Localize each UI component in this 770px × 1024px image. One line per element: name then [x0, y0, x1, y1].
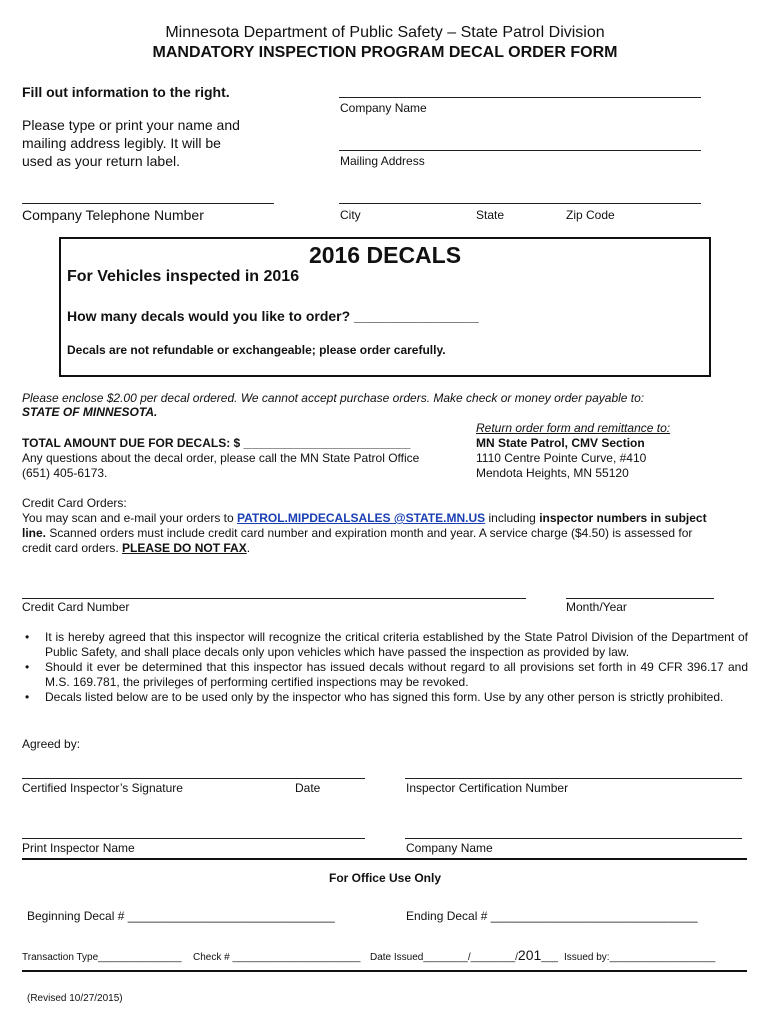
office-use-divider-bottom — [22, 970, 747, 972]
agency-title: Minnesota Department of Public Safety – State Patrol Division — [165, 24, 605, 41]
bullet-dot-icon: • — [25, 630, 30, 644]
zip-code-label: Zip Code — [566, 208, 615, 222]
credit-card-expiry-label: Month/Year — [566, 600, 627, 614]
label-instruction-line-2: mailing address legibly. It will be — [22, 135, 221, 151]
credit-card-number-label: Credit Card Number — [22, 600, 130, 614]
credit-card-heading: Credit Card Orders: — [22, 496, 127, 510]
agreed-by-label: Agreed by: — [22, 737, 81, 751]
agreement-bullet-3 — [22, 690, 748, 705]
signature-company-name-label: Company Name — [406, 841, 493, 855]
agreement-bullet-2 — [22, 660, 748, 690]
mailing-address-label: Mailing Address — [340, 154, 425, 168]
credit-card-subject-line-word: line. — [22, 526, 47, 540]
decal-disclaimer: Decals are not refundable or exchangeable; please order carefully. — [67, 343, 446, 357]
date-issued-label: Date Issued________/________/ — [370, 952, 518, 963]
beginning-decal-field[interactable]: Beginning Decal # _______________________________ — [27, 909, 335, 923]
bullet-dot-icon: • — [25, 690, 30, 704]
inspector-cert-number-label: Inspector Certification Number — [406, 781, 569, 795]
return-address-city: Mendota Heights, MN 55120 — [476, 466, 629, 480]
label-instruction-line-1: Please type or print your name and — [22, 117, 240, 133]
agreement-text-2: Should it ever be determined that this inspector has issued decals without regard to all provisions set forth in 49 CFR 396.17 and M.S. 169.781, the privileges of performing certified inspections may be revoked. — [45, 660, 748, 689]
date-issued-field[interactable] — [370, 947, 558, 963]
questions-line-2: (651) 405-6173. — [22, 466, 108, 480]
company-phone-field[interactable] — [22, 203, 274, 204]
agreement-text-3: Decals listed below are to be used only by the inspector who has signed this form. Use by any other person is strictly prohibited. — [45, 690, 724, 704]
payee-name: STATE OF MINNESOTA. — [22, 405, 158, 419]
check-number-field[interactable]: Check # _______________________ — [193, 952, 361, 963]
office-use-heading: For Office Use Only — [328, 871, 442, 885]
date-issued-year-prefix: 201 — [517, 947, 542, 963]
no-fax-notice: PLEASE DO NOT FAX — [122, 541, 247, 555]
total-amount-due[interactable]: TOTAL AMOUNT DUE FOR DECALS: $ _________________________ — [22, 436, 411, 450]
bullet-dot-icon: • — [25, 660, 30, 674]
office-use-divider-top — [22, 858, 747, 860]
order-email-link[interactable]: PATROL.MIPDECALSALES @STATE.MN.US — [237, 511, 486, 525]
credit-card-instructions-line-1 — [22, 511, 707, 525]
return-address-label: Return order form and remittance to: — [476, 421, 671, 435]
company-phone-label: Company Telephone Number — [22, 207, 204, 223]
questions-line-1: Any questions about the decal order, please call the MN State Patrol Office — [22, 451, 420, 465]
credit-card-subject-note: inspector numbers in subject — [539, 511, 707, 525]
credit-card-scan-note: Scanned orders must include credit card number and expiration month and year. A service charge ($4.50) is assessed for — [46, 526, 693, 540]
signature-date-label: Date — [295, 781, 321, 795]
credit-card-period: . — [246, 541, 251, 555]
decal-quantity-question[interactable]: How many decals would you like to order? ________________ — [67, 308, 479, 324]
transaction-type-field[interactable]: Transaction Type_______________ — [22, 952, 182, 963]
agreement-bullet-1 — [22, 630, 748, 660]
credit-card-instructions-line-2 — [22, 526, 692, 540]
inspector-signature-field[interactable] — [22, 778, 365, 779]
credit-card-number-field[interactable] — [22, 598, 526, 599]
issued-by-field[interactable]: Issued by:___________________ — [564, 952, 716, 963]
company-name-label: Company Name — [340, 101, 427, 115]
mailing-address-field[interactable] — [339, 150, 701, 151]
label-instruction-line-3: used as your return label. — [22, 153, 180, 169]
form-title: MANDATORY INSPECTION PROGRAM DECAL ORDER FORM — [152, 44, 618, 61]
decal-year-title: 2016 DECALS — [308, 242, 462, 268]
ending-decal-field[interactable]: Ending Decal # _______________________________ — [406, 909, 698, 923]
return-address-street: 1110 Centre Pointe Curve, #410 — [476, 451, 647, 465]
agreement-list — [22, 630, 748, 705]
revision-date: (Revised 10/27/2015) — [27, 993, 123, 1004]
credit-card-expiry-field[interactable] — [566, 598, 714, 599]
return-address-name: MN State Patrol, CMV Section — [476, 436, 645, 450]
company-name-field[interactable] — [339, 97, 701, 98]
inspector-cert-number-field[interactable] — [405, 778, 742, 779]
credit-card-fee-note: credit card orders. — [22, 541, 123, 555]
signature-company-name-field[interactable] — [405, 838, 742, 839]
city-state-zip-field[interactable] — [339, 203, 701, 204]
date-issued-year-blank: ___ — [541, 952, 558, 963]
inspector-print-name-label: Print Inspector Name — [22, 841, 135, 855]
agreement-text-1: It is hereby agreed that this inspector will recognize the critical criteria established by the State Patrol Division of the Department of Public Safety, and shall place decals only upon vehicles which have passed the inspection as provided by law. — [45, 630, 748, 659]
decal-subtitle: For Vehicles inspected in 2016 — [67, 268, 300, 285]
inspector-print-name-field[interactable] — [22, 838, 365, 839]
state-label: State — [476, 208, 505, 222]
city-label: City — [340, 208, 361, 222]
credit-card-text-after-email: including — [485, 511, 540, 525]
inspector-signature-label: Certified Inspector’s Signature — [22, 781, 183, 795]
credit-card-instructions-line-3 — [22, 541, 250, 555]
payment-instructions: Please enclose $2.00 per decal ordered. We cannot accept purchase orders. Make check or money order payable to: — [22, 391, 645, 405]
fill-out-instruction: Fill out information to the right. — [22, 84, 230, 100]
credit-card-text-before-email: You may scan and e-mail your orders to — [22, 511, 237, 525]
